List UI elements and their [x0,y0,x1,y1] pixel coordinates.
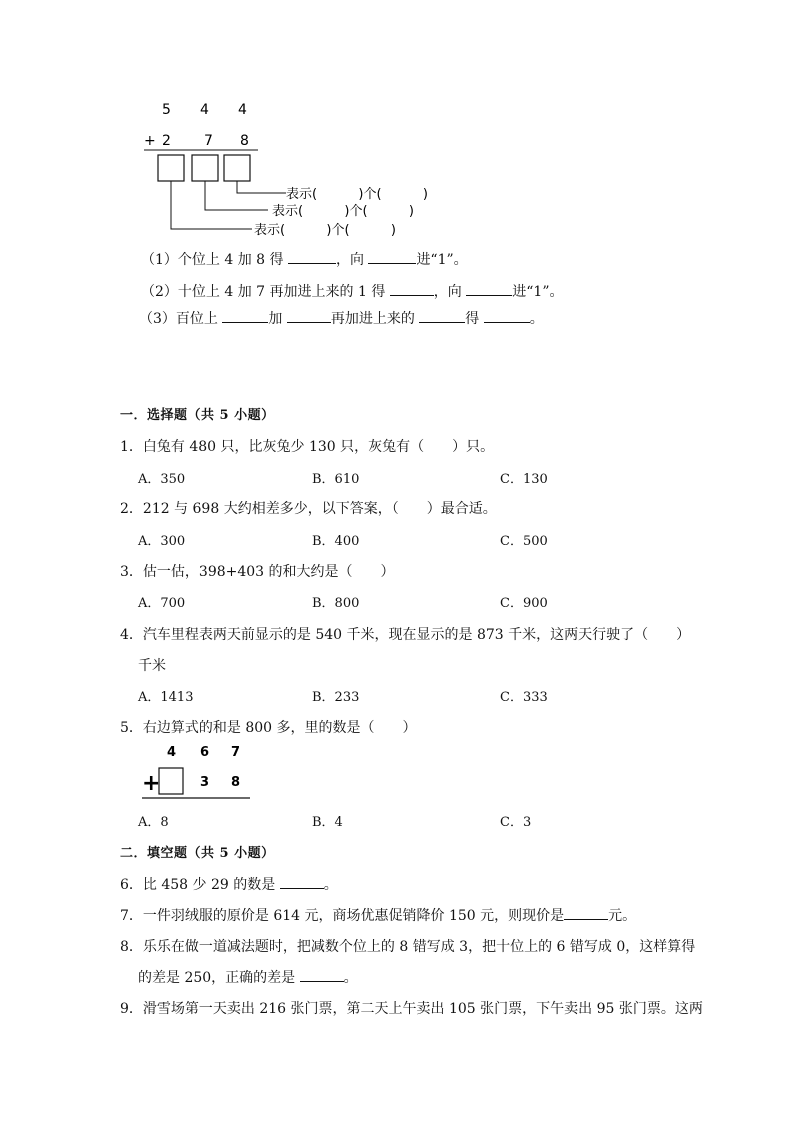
top-answer-box-ones[interactable] [224,155,250,181]
top-row2-digit-2: 7 [204,133,213,149]
intro-step-2 [141,281,563,301]
question-7 [120,905,636,925]
question-6 [120,874,338,894]
intro-step-2-pre: （2）十位上 4 加 7 再加进上来的 1 得 [141,284,386,300]
top-connector-ones [237,181,286,193]
intro-step-3-d: 得 [465,311,480,327]
question-5-option-a[interactable]: A．8 [138,815,169,830]
question-8-line2-post: 。 [343,970,358,986]
question-7-pre: 7．一件羽绒服的原价是 614 元，商场优惠促销降价 150 元，则现价是 [120,908,565,924]
question-2-option-a[interactable]: A．300 [138,534,186,549]
question-8-line2 [138,967,358,987]
intro-step-3 [139,308,544,328]
intro-step-3-blank-2[interactable] [287,308,331,323]
intro-step-3-blank-3[interactable] [419,308,465,323]
q5-row2-digit-2: 3 [200,775,210,790]
top-plus-sign: + [144,133,156,149]
question-1-option-b[interactable]: B．610 [312,472,360,487]
top-row2-digit-1: 2 [162,133,171,149]
question-3-option-b[interactable]: B．800 [312,596,360,611]
intro-step-2-mid: ，向 [433,284,462,300]
q5-plus-sign: + [142,771,161,796]
intro-step-1-post: 进“1”。 [416,252,468,268]
top-answer-box-hundreds[interactable] [158,155,184,181]
question-1-option-c[interactable]: C．130 [500,472,548,487]
question-3-option-a[interactable]: A．700 [138,596,186,611]
question-9-text: 9．滑雪场第一天卖出 216 张门票，第二天上午卖出 105 张门票，下午卖出 95 张门票。这两 [120,1001,703,1017]
question-6-pre: 6．比 458 少 29 的数是 [120,877,276,893]
intro-step-1-blank-b[interactable] [368,249,416,264]
section1-title: 一．选择题（共 5 小题） [120,408,275,423]
top-label-hundreds: 表示( )个( ) [254,223,396,238]
q5-addition-figure [140,740,260,806]
question-4-option-a[interactable]: A．1413 [138,690,194,705]
question-5-option-b[interactable]: B．4 [312,815,343,830]
question-6-post: 。 [323,877,338,893]
top-connector-hundreds [171,181,252,229]
question-1-option-a[interactable]: A．350 [138,472,186,487]
intro-step-2-post: 进“1”。 [512,284,564,300]
question-4-text: 4．汽车里程表两天前显示的是 540 千米，现在显示的是 873 千米，这两天行驶了（ ） [120,627,691,643]
question-8-line1: 8．乐乐在做一道减法题时，把减数个位上的 8 错写成 3，把十位上的 6 错写成 0，这样算得 [120,939,696,955]
top-answer-box-tens[interactable] [192,155,218,181]
top-row1-digit-2: 4 [200,102,209,118]
question-7-blank[interactable] [564,905,608,920]
question-3-option-c[interactable]: C．900 [500,596,548,611]
top-label-tens: 表示( )个( ) [272,204,414,219]
q5-row1-digit-3: 7 [231,745,241,760]
q5-row2-digit-3: 8 [231,775,241,790]
top-row1-digit-3: 4 [238,102,247,118]
q5-row1-digit-1: 4 [167,745,177,760]
intro-step-1-pre: （1）个位上 4 加 8 得 [141,252,284,268]
intro-step-3-a: （3）百位上 [139,311,218,327]
question-4-text-cont: 千米 [138,658,166,674]
top-row2-digit-3: 8 [240,133,249,149]
intro-step-1-blank-a[interactable] [288,249,336,264]
intro-step-3-blank-1[interactable] [222,308,268,323]
intro-step-3-c: 再加进上来的 [330,311,415,327]
question-3-text: 3．估一估，398+403 的和大约是（ ） [120,564,395,580]
question-5-text: 5．右边算式的和是 800 多，里的数是（ ） [120,720,417,736]
q5-answer-box[interactable] [159,768,183,794]
question-7-post: 元。 [608,908,637,924]
section2-title: 二．填空题（共 5 小题） [120,846,275,861]
question-4-option-c[interactable]: C．333 [500,690,548,705]
intro-step-3-b: 加 [268,311,283,327]
top-label-ones: 表示( )个( ) [286,187,428,202]
question-2-option-b[interactable]: B．400 [312,534,360,549]
top-row1-digit-1: 5 [162,102,171,118]
intro-step-1-mid: ，向 [335,252,364,268]
intro-step-1 [141,249,468,269]
question-1-text: 1．白兔有 480 只，比灰兔少 130 只，灰兔有（ ）只。 [120,439,495,455]
question-2-text: 2．212 与 698 大约相差多少，以下答案，（ ）最合适。 [120,501,497,517]
question-8-line2-pre: 的差是 250，正确的差是 [138,970,296,986]
question-5-option-c[interactable]: C．3 [500,815,532,830]
intro-step-2-blank-a[interactable] [390,281,434,296]
intro-step-3-e: 。 [529,311,544,327]
question-6-blank[interactable] [280,874,324,889]
question-2-option-c[interactable]: C．500 [500,534,548,549]
q5-row1-digit-2: 6 [200,745,210,760]
question-4-option-b[interactable]: B．233 [312,690,360,705]
intro-step-3-blank-4[interactable] [484,308,530,323]
intro-step-2-blank-b[interactable] [466,281,512,296]
top-addition-figure [140,92,480,242]
question-8-blank[interactable] [300,967,344,982]
